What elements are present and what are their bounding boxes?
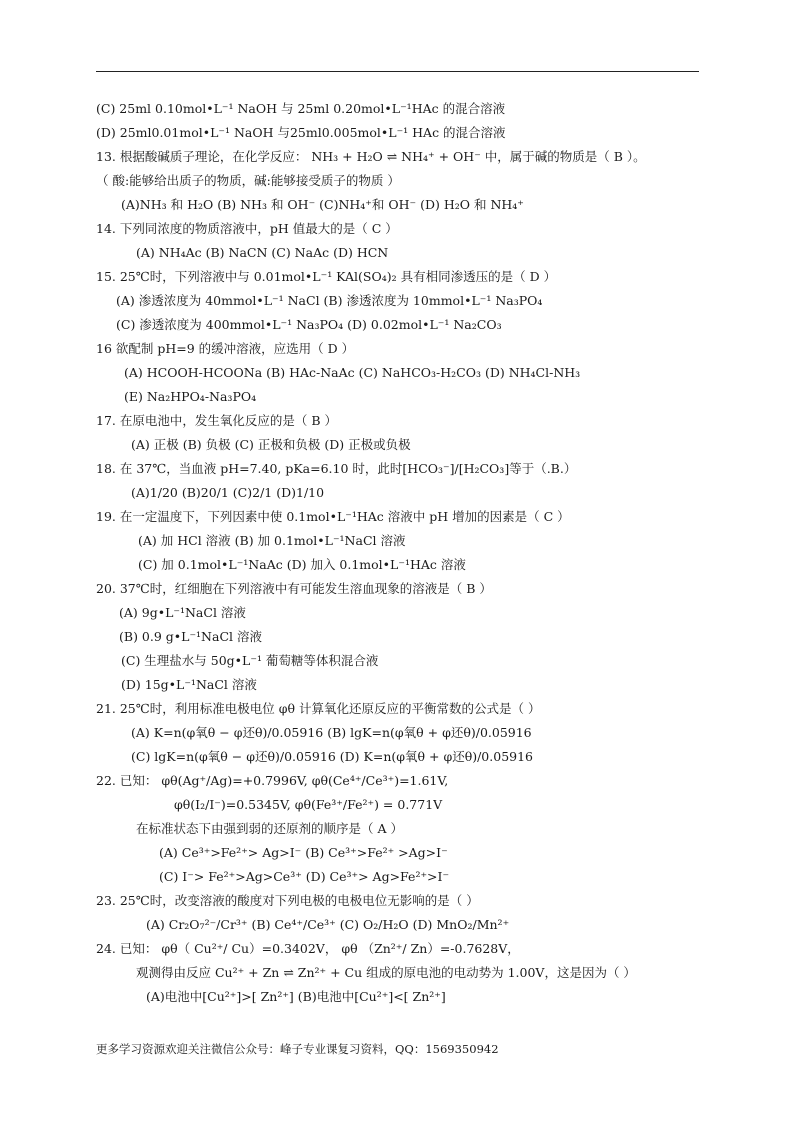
text-line-12: (A) HCOOH-HCOONa (B) HAc-NaAc (C) NaHCO₃-H₂CO₃ (D) NH₄Cl-NH₃	[124, 365, 581, 380]
text-line-38: (A)电池中[Cu²⁺]>[ Zn²⁺] (B)电池中[Cu²⁺]<[ Zn²⁺]	[146, 989, 446, 1004]
text-line-9: (A) 渗透浓度为 40mmol•L⁻¹ NaCl (B) 渗透浓度为 10mmol•L⁻¹ Na₃PO₄	[116, 293, 543, 308]
text-line-27: (A) K=n(φ氧θ − φ还θ)/0.05916 (B) lgK=n(φ氧θ + φ还θ)/0.05916	[131, 725, 532, 740]
text-line-16: 18. 在 37℃，当血液 pH=7.40, pKa=6.10 时，此时[HCO₃⁻]/[H₂CO₃]等于（.B.）	[96, 461, 577, 476]
text-line-35: (A) Cr₂O₇²⁻/Cr³⁺ (B) Ce⁴⁺/Ce³⁺ (C) O₂/H₂O (D) MnO₂/Mn²⁺	[146, 917, 510, 932]
text-line-13: (E) Na₂HPO₄-Na₃PO₄	[124, 389, 257, 404]
text-line-32: (A) Ce³⁺>Fe²⁺> Ag>I⁻ (B) Ce³⁺>Fe²⁺ >Ag>I⁻	[159, 845, 448, 860]
text-line-5: (A)NH₃ 和 H₂O (B) NH₃ 和 OH⁻ (C)NH₄⁺和 OH⁻ (D) H₂O 和 NH₄⁺	[121, 197, 524, 212]
text-line-1: (C) 25ml 0.10mol•L⁻¹ NaOH 与 25ml 0.20mol•L⁻¹HAc 的混合溶液	[96, 101, 506, 116]
text-line-2: (D) 25ml0.01mol•L⁻¹ NaOH 与25ml0.005mol•L⁻¹ HAc 的混合溶液	[96, 125, 506, 140]
text-line-28: (C) lgK=n(φ氧θ − φ还θ)/0.05916 (D) K=n(φ氧θ + φ还θ)/0.05916	[131, 749, 534, 764]
text-line-36: 24. 已知： φθ（ Cu²⁺/ Cu）=0.3402V， φθ （Zn²⁺/ Zn）=-0.7628V，	[96, 941, 520, 956]
text-line-26: 21. 25℃时，利用标准电极电位 φθ 计算氧化还原反应的平衡常数的公式是（ ）	[96, 701, 541, 716]
page-footer: 更多学习资源欢迎关注微信公众号：峰子专业课复习资料，QQ：1569350942	[96, 1042, 499, 1056]
text-line-14: 17. 在原电池中，发生氧化反应的是（ B ）	[96, 413, 337, 428]
text-line-33: (C) I⁻> Fe²⁺>Ag>Ce³⁺ (D) Ce³⁺> Ag>Fe²⁺>I⁻	[159, 869, 450, 884]
text-line-11: 16 欲配制 pH=9 的缓冲溶液，应选用（ D ）	[96, 341, 355, 356]
text-line-10: (C) 渗透浓度为 400mmol•L⁻¹ Na₃PO₄ (D) 0.02mol•L⁻¹ Na₂CO₃	[116, 317, 502, 332]
text-line-18: 19. 在一定温度下，下列因素中使 0.1mol•L⁻¹HAc 溶液中 pH 增加的因素是（ C ）	[96, 509, 570, 524]
text-line-6: 14. 下列同浓度的物质溶液中，pH 值最大的是（ C ）	[96, 221, 398, 236]
text-line-8: 15. 25℃时，下列溶液中与 0.01mol•L⁻¹ KAl(SO₄)₂ 具有相同渗透压的是（ D ）	[96, 269, 557, 284]
text-line-37: 观测得由反应 Cu²⁺ + Zn ⇌ Zn²⁺ + Cu 组成的原电池的电动势为 1.00V，这是因为（ ）	[136, 965, 636, 980]
text-line-7: (A) NH₄Ac (B) NaCN (C) NaAc (D) HCN	[136, 245, 389, 260]
text-line-21: 20. 37℃时，红细胞在下列溶液中有可能发生溶血现象的溶液是（ B ）	[96, 581, 492, 596]
text-line-22: (A) 9g•L⁻¹NaCl 溶液	[119, 605, 246, 620]
text-line-3: 13. 根据酸碱质子理论，在化学反应： NH₃ + H₂O ⇌ NH₄⁺ + OH⁻ 中，属于碱的物质是（ B ）。	[96, 149, 646, 164]
header-rule	[96, 71, 699, 72]
text-line-15: (A) 正极 (B) 负极 (C) 正极和负极 (D) 正极或负极	[131, 437, 411, 452]
text-line-20: (C) 加 0.1mol•L⁻¹NaAc (D) 加入 0.1mol•L⁻¹HAc 溶液	[138, 557, 466, 572]
text-line-31: 在标准状态下由强到弱的还原剂的顺序是（ A ）	[136, 821, 403, 836]
text-line-17: (A)1/20 (B)20/1 (C)2/1 (D)1/10	[131, 485, 325, 500]
text-line-29: 22. 已知： φθ(Ag⁺/Ag)=+0.7996V, φθ(Ce⁴⁺/Ce³⁺)=1.61V,	[96, 773, 449, 788]
text-line-25: (D) 15g•L⁻¹NaCl 溶液	[121, 677, 257, 692]
text-line-30: φθ(I₂/I⁻)=0.5345V, φθ(Fe³⁺/Fe²⁺) = 0.771V	[174, 797, 443, 812]
text-line-24: (C) 生理盐水与 50g•L⁻¹ 葡萄糖等体积混合液	[121, 653, 379, 668]
text-line-34: 23. 25℃时，改变溶液的酸度对下列电极的电极电位无影响的是（ ）	[96, 893, 479, 908]
text-line-4: （ 酸:能够给出质子的物质，碱:能够接受质子的物质 ）	[96, 173, 400, 188]
text-line-23: (B) 0.9 g•L⁻¹NaCl 溶液	[119, 629, 262, 644]
text-line-19: (A) 加 HCl 溶液 (B) 加 0.1mol•L⁻¹NaCl 溶液	[138, 533, 406, 548]
